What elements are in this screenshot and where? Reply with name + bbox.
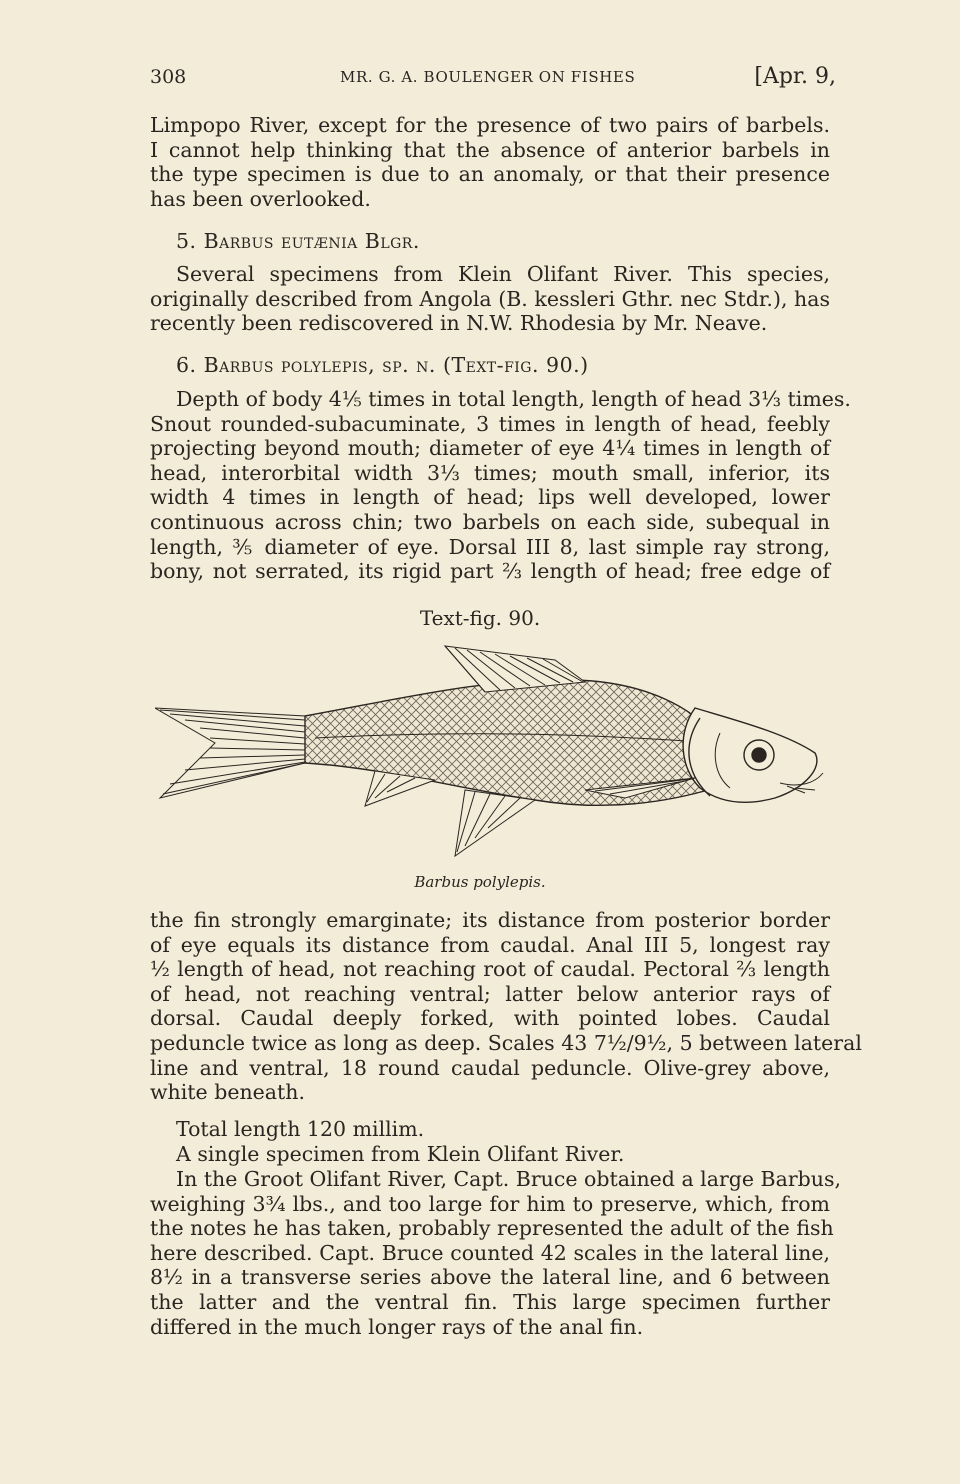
text-line: the notes he has taken, probably represented the adult of the fish: [150, 1216, 834, 1241]
text-line: dorsal. Caudal deeply forked, with pointed lobes. Caudal: [150, 1006, 830, 1031]
text-line: the type specimen is due to an anomaly, or that their presence: [150, 162, 830, 187]
text-line: has been overlooked.: [150, 186, 371, 211]
text-line: the fin strongly emarginate; its distance from posterior border: [150, 908, 830, 932]
text-line: width 4 times in length of head; lips well developed, lower: [150, 485, 830, 510]
paragraph-groot-olifant: [150, 1167, 841, 1339]
text-line: continuous across chin; two barbels on each side, subequal in: [150, 509, 830, 534]
text-line: Several specimens from Klein Olifant River. This species,: [176, 262, 830, 286]
text-line: Limpopo River, except for the presence of two pairs of barbels.: [150, 113, 830, 137]
fish-illustration: [155, 638, 835, 863]
text-line: recently been rediscovered in N.W. Rhodesia by Mr. Neave.: [150, 311, 768, 336]
header-date: [Apr. 9,: [754, 64, 836, 89]
text-line: here described. Capt. Bruce counted 42 scales in the lateral line,: [150, 1240, 830, 1265]
text-line: peduncle twice as long as deep. Scales 43 7½/9½, 5 between lateral: [150, 1030, 862, 1055]
text-line: of head, not reaching ventral; latter below anterior rays of: [150, 981, 830, 1006]
text-line: of eye equals its distance from caudal. Anal III 5, longest ray: [150, 932, 830, 957]
page-header: [150, 66, 836, 96]
text-line: Depth of body 4⅕ times in total length, length of head 3⅓ times.: [176, 387, 851, 411]
text-line: line and ventral, 18 round caudal peduncle. Olive-grey above,: [150, 1055, 830, 1080]
text-line: weighing 3¾ lbs., and too large for him to preserve, which, from: [150, 1191, 830, 1216]
section-heading: 5. Barbus eutænia Blgr.: [176, 229, 420, 253]
species-heading-6: [150, 353, 830, 378]
page-number: 308: [150, 66, 187, 88]
text-line: In the Groot Olifant River, Capt. Bruce obtained a large Barbus,: [176, 1167, 841, 1191]
text-line: Snout rounded-subacuminate, 3 times in length of head, feebly: [150, 411, 830, 436]
text-line: 8½ in a transverse series above the lateral line, and 6 between: [150, 1265, 830, 1290]
text-line: differed in the much longer rays of the anal fin.: [150, 1314, 644, 1339]
fish-head: [683, 708, 823, 802]
paragraph-total-length: [150, 1117, 830, 1142]
species-heading-5: [150, 229, 830, 254]
section-heading: 6. Barbus polylepis, sp. n. (Text-fig. 90.): [176, 353, 589, 377]
text-line: ½ length of head, not reaching root of caudal. Pectoral ⅔ length: [150, 957, 830, 982]
text-line: Total length 120 millim.: [176, 1117, 425, 1141]
text-line: head, interorbital width 3⅓ times; mouth small, inferior, its: [150, 460, 830, 485]
text-line: white beneath.: [150, 1080, 305, 1105]
paragraph-description-continued: [150, 908, 862, 1105]
paragraph-specimen: [150, 1142, 830, 1167]
text-line: length, ⅗ diameter of eye. Dorsal III 8, last simple ray strong,: [150, 534, 830, 559]
text-line: I cannot help thinking that the absence of anterior barbels in: [150, 137, 830, 162]
figure-title: Text-fig. 90.: [419, 606, 541, 630]
paragraph-species-5: [150, 262, 830, 336]
text-line: projecting beyond mouth; diameter of eye 4¼ times in length of: [150, 436, 830, 461]
running-title: MR. G. A. BOULENGER ON FISHES: [340, 68, 636, 86]
text-line: bony, not serrated, its rigid part ⅔ length of head; free edge of: [150, 559, 830, 584]
figure-caption: Barbus polylepis.: [414, 873, 546, 891]
anal-fin: [455, 790, 535, 856]
paragraph-continuation: [150, 113, 830, 211]
text-line: A single specimen from Klein Olifant River.: [176, 1142, 625, 1166]
caudal-fin: [155, 708, 305, 798]
text-line: originally described from Angola (B. kessleri Gthr. nec Stdr.), has: [150, 286, 830, 311]
paragraph-description: [150, 387, 851, 584]
text-line: the latter and the ventral fin. This large specimen further: [150, 1289, 830, 1314]
